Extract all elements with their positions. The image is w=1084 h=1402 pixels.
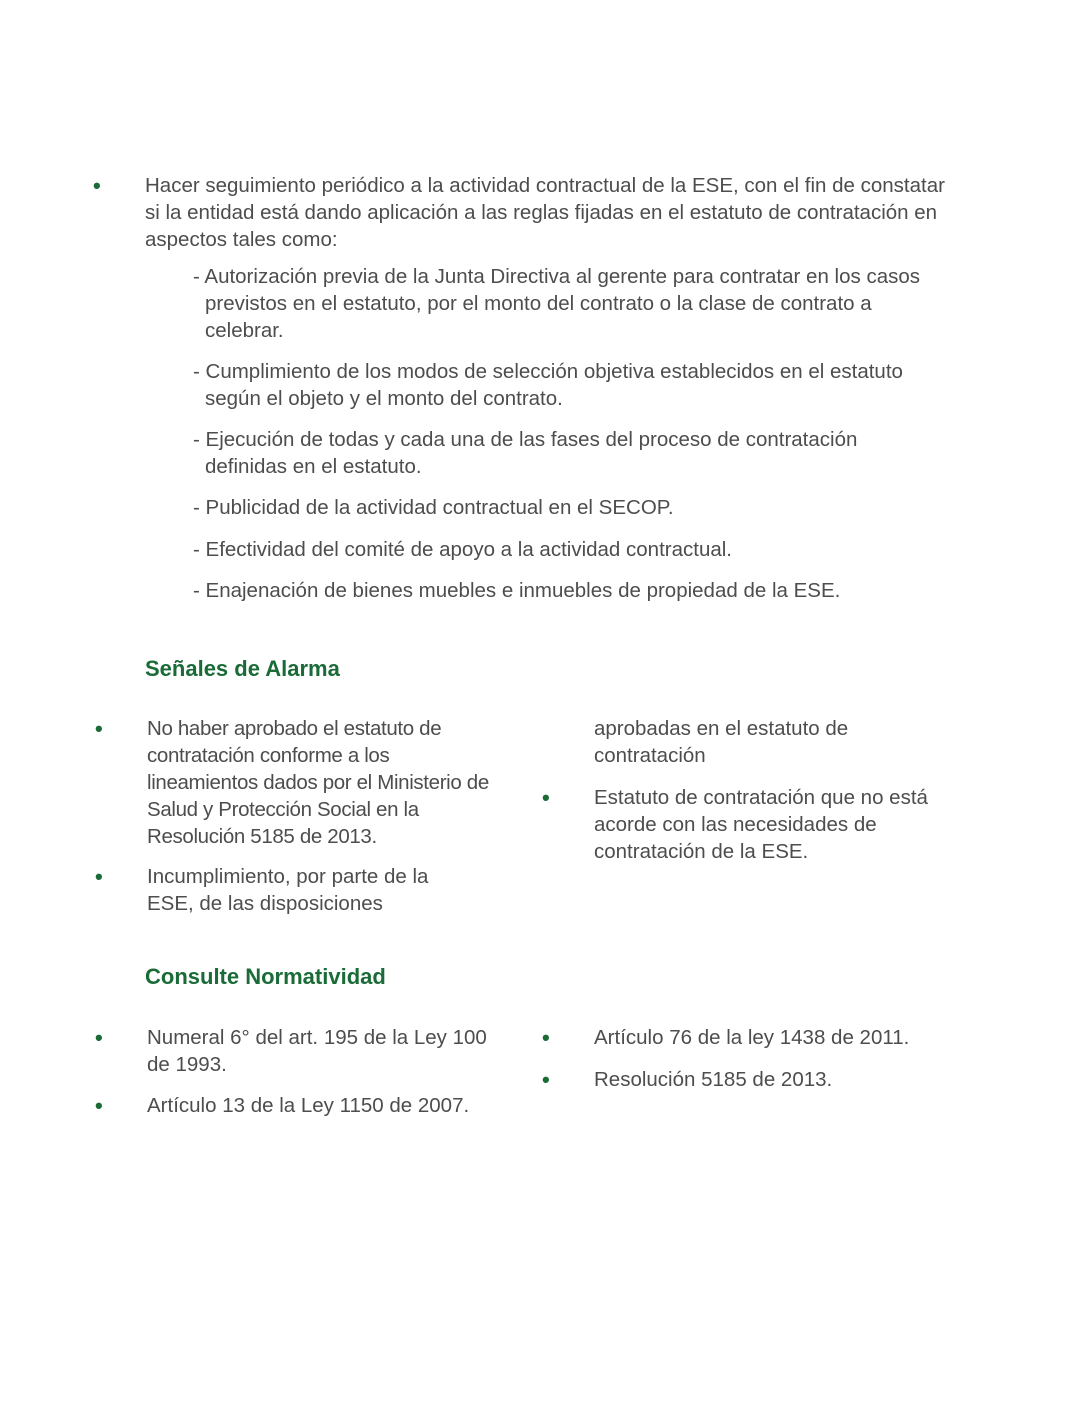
bullet-icon: • bbox=[542, 1025, 550, 1050]
bullet-icon: • bbox=[542, 1067, 550, 1092]
bullet-icon: • bbox=[95, 1093, 103, 1118]
norm-item: Resolución 5185 de 2013. bbox=[594, 1068, 833, 1091]
bullet-icon: • bbox=[542, 785, 550, 810]
bullet-icon: • bbox=[95, 716, 103, 741]
aspect-item: - Publicidad de la actividad contractual en el SECOP. bbox=[193, 496, 674, 519]
norms-heading: Consulte Normatividad bbox=[145, 964, 386, 989]
alarm-heading: Señales de Alarma bbox=[145, 656, 340, 681]
aspect-item: - Enajenación de bienes muebles e inmuebles de propiedad de la ESE. bbox=[193, 579, 841, 602]
bullet-icon: • bbox=[93, 173, 101, 198]
intro-paragraph: Hacer seguimiento periódico a la actividad contractual de la ESE, con el fin de constatar si la entidad está dando aplicación a las reglas fijadas en el estatuto de contratación en aspectos tales como: bbox=[145, 174, 945, 251]
alarm-item: Incumplimiento, por parte de la ESE, de las disposiciones bbox=[147, 865, 429, 915]
norm-item: Artículo 76 de la ley 1438 de 2011. bbox=[594, 1026, 910, 1049]
norm-item: Artículo 13 de la Ley 1150 de 2007. bbox=[147, 1094, 470, 1117]
aspect-item: - Ejecución de todas y cada una de las fases del proceso de contratación definidas en el estatuto. bbox=[193, 428, 858, 478]
aspect-item: - Autorización previa de la Junta Directiva al gerente para contratar en los casos previstos en el estatuto, por el monto del contrato o la clase de contrato a celebrar. bbox=[193, 265, 920, 342]
alarm-item: No haber aprobado el estatuto de contratación conforme a los lineamientos dados por el Ministerio de Salud y Protección Social en la Resolución 5185 de 2013. bbox=[147, 717, 489, 848]
alarm-item-continuation: aprobadas en el estatuto de contratación bbox=[594, 717, 849, 767]
bullet-icon: • bbox=[95, 864, 103, 889]
aspect-item: - Cumplimiento de los modos de selección objetiva establecidos en el estatuto según el objeto y el monto del contrato. bbox=[193, 360, 903, 410]
aspect-item: - Efectividad del comité de apoyo a la actividad contractual. bbox=[193, 538, 732, 561]
alarm-item: Estatuto de contratación que no está acorde con las necesidades de contratación de la ESE. bbox=[594, 786, 928, 863]
bullet-icon: • bbox=[95, 1025, 103, 1050]
norm-item: Numeral 6° del art. 195 de la Ley 100 de 1993. bbox=[147, 1026, 487, 1076]
